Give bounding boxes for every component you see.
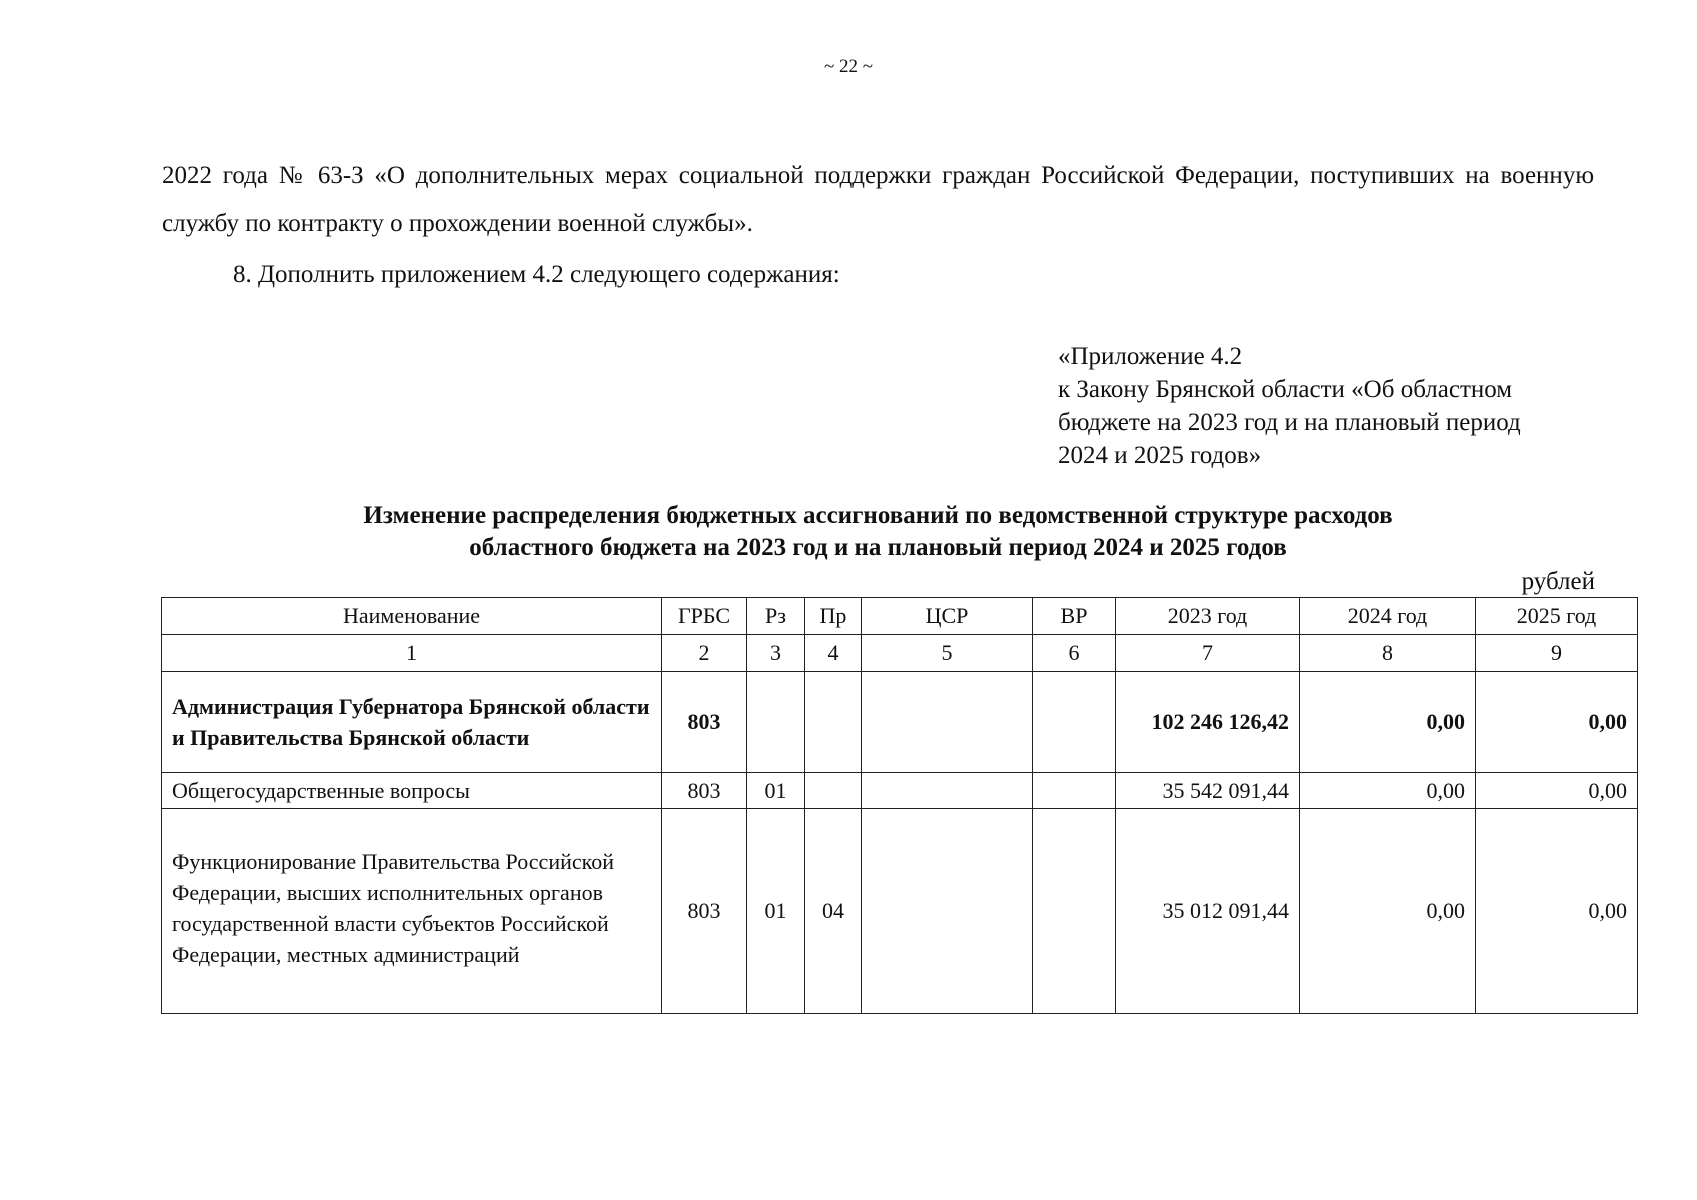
row-csr <box>862 809 1033 1014</box>
body-paragraph-continuation: 2022 года № 63-З «О дополнительных мерах социальной поддержки граждан Российской Федерации, поступивших на военную службу по контракту о прохождении военной службы». <box>162 162 1594 237</box>
row-name: Общегосударственные вопросы <box>162 773 662 809</box>
appendix-reference <box>1058 340 1618 472</box>
column-index: 5 <box>862 635 1033 672</box>
row-amount-2025: 0,00 <box>1476 809 1638 1014</box>
column-index: 8 <box>1300 635 1476 672</box>
column-header: 2024 год <box>1300 598 1476 635</box>
column-header: Пр <box>805 598 862 635</box>
column-index: 1 <box>162 635 662 672</box>
appendix-line: бюджете на 2023 год и на плановый период <box>1058 409 1521 436</box>
column-index: 4 <box>805 635 862 672</box>
table-title <box>162 500 1594 564</box>
column-index: 7 <box>1116 635 1300 672</box>
column-header: Рз <box>747 598 805 635</box>
appendix-line: к Закону Брянской области «Об областном <box>1058 376 1513 403</box>
column-index: 6 <box>1033 635 1116 672</box>
column-header: ВР <box>1033 598 1116 635</box>
row-rz <box>747 672 805 773</box>
body-paragraph-amendment: 8. Дополнить приложением 4.2 следующего содержания: <box>233 261 840 288</box>
row-amount-2023: 35 012 091,44 <box>1116 809 1300 1014</box>
column-header: Наименование <box>162 598 662 635</box>
table-row <box>162 672 1638 773</box>
column-header: 2025 год <box>1476 598 1638 635</box>
row-vr <box>1033 809 1116 1014</box>
row-amount-2024: 0,00 <box>1300 809 1476 1014</box>
row-name: Функционирование Правительства Российской Федерации, высших исполнительных органов государственной власти субъектов Российской Федерации, местных администраций <box>162 809 662 1014</box>
row-grbs: 803 <box>662 672 747 773</box>
row-amount-2024: 0,00 <box>1300 672 1476 773</box>
column-index: 2 <box>662 635 747 672</box>
row-rz: 01 <box>747 773 805 809</box>
row-amount-2023: 102 246 126,42 <box>1116 672 1300 773</box>
row-pr <box>805 672 862 773</box>
row-amount-2023: 35 542 091,44 <box>1116 773 1300 809</box>
appendix-line: 2024 и 2025 годов» <box>1058 442 1262 469</box>
row-vr <box>1033 773 1116 809</box>
table-title-line: областного бюджета на 2023 год и на плановый период 2024 и 2025 годов <box>469 534 1287 561</box>
column-index-row <box>162 635 1638 672</box>
row-amount-2024: 0,00 <box>1300 773 1476 809</box>
row-csr <box>862 773 1033 809</box>
column-index: 9 <box>1476 635 1638 672</box>
appendix-line: «Приложение 4.2 <box>1058 343 1243 370</box>
column-header: ЦСР <box>862 598 1033 635</box>
row-rz: 01 <box>747 809 805 1014</box>
row-grbs: 803 <box>662 809 747 1014</box>
unit-label: рублей <box>1521 568 1595 595</box>
row-pr: 04 <box>805 809 862 1014</box>
row-csr <box>862 672 1033 773</box>
row-name: Администрация Губернатора Брянской области и Правительства Брянской области <box>162 672 662 773</box>
column-index: 3 <box>747 635 805 672</box>
table-row <box>162 773 1638 809</box>
page-number: ~ 22 ~ <box>823 56 874 77</box>
table-title-line: Изменение распределения бюджетных ассигнований по ведомственной структуре расходов <box>363 502 1393 529</box>
row-grbs: 803 <box>662 773 747 809</box>
row-pr <box>805 773 862 809</box>
column-header: ГРБС <box>662 598 747 635</box>
row-amount-2025: 0,00 <box>1476 672 1638 773</box>
column-header: 2023 год <box>1116 598 1300 635</box>
table-row <box>162 809 1638 1014</box>
row-vr <box>1033 672 1116 773</box>
budget-table <box>161 597 1638 1014</box>
row-amount-2025: 0,00 <box>1476 773 1638 809</box>
table-header-row <box>162 598 1638 635</box>
